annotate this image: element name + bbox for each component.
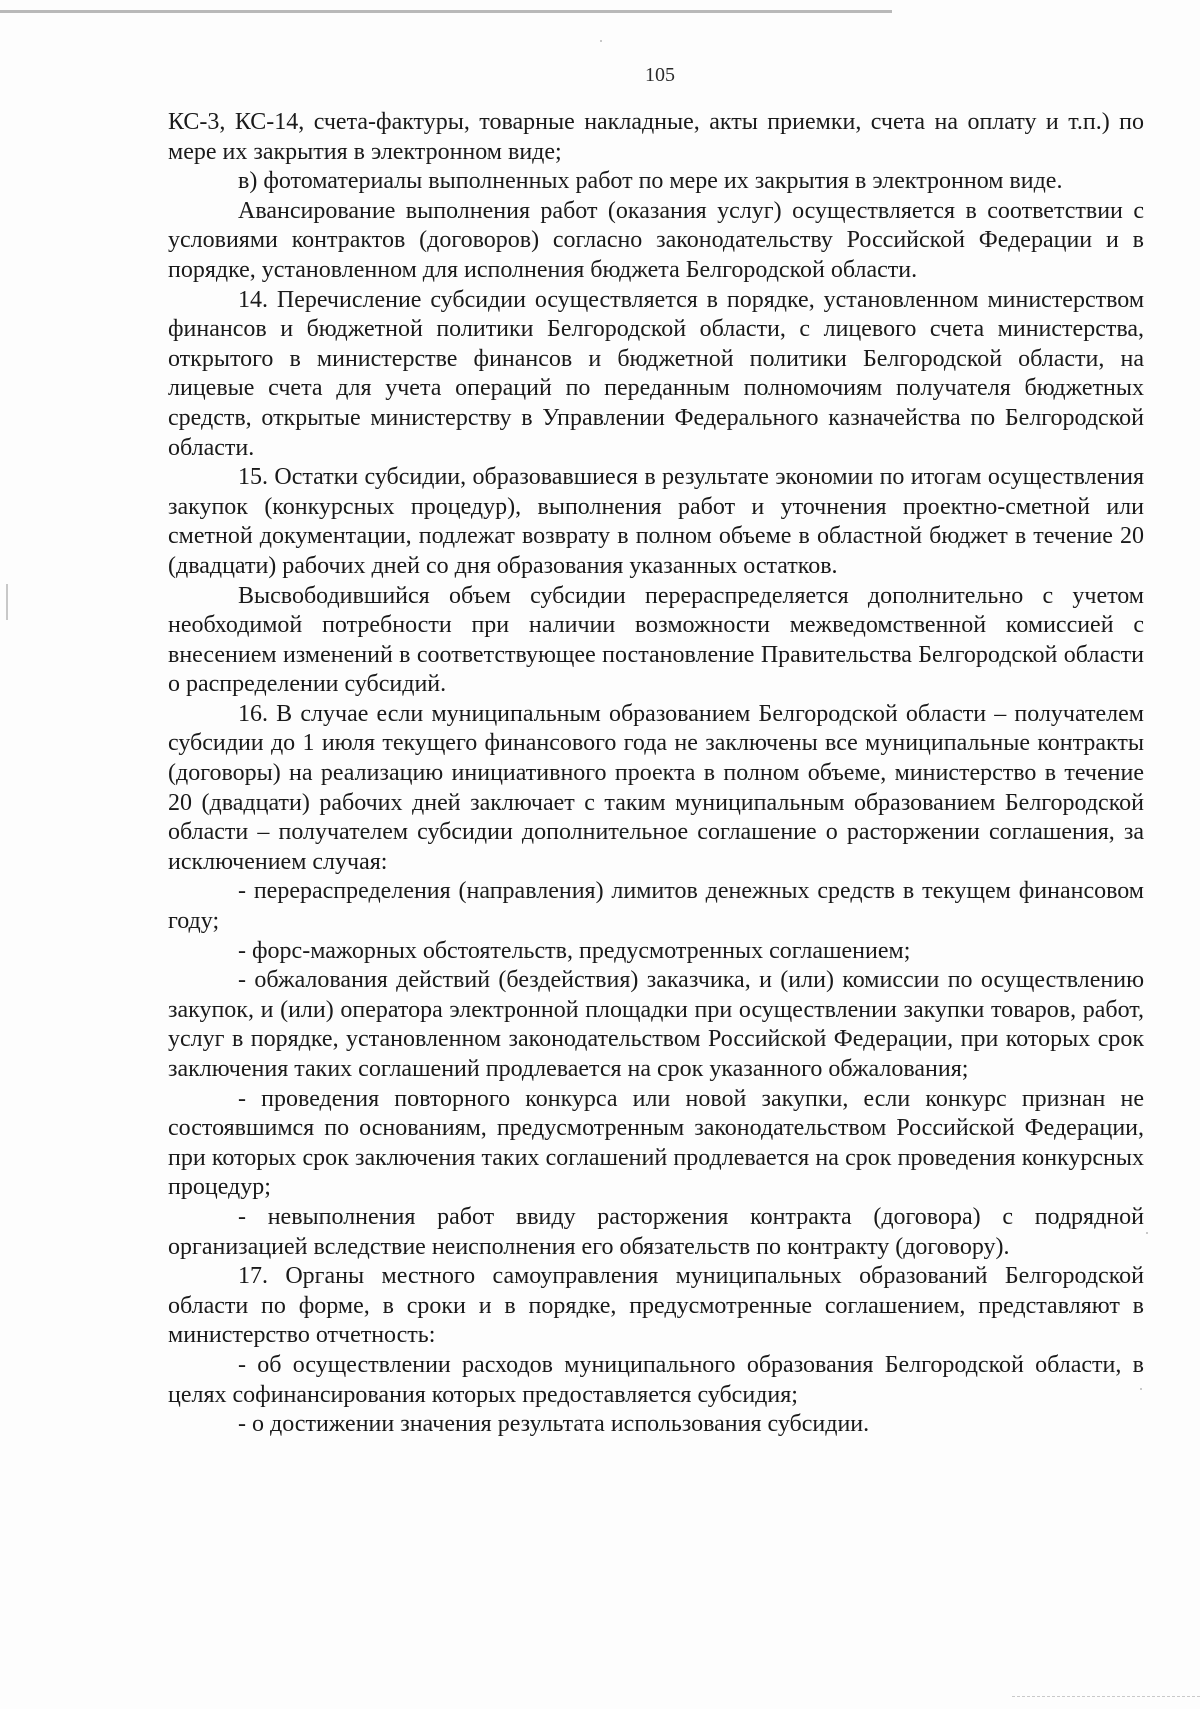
scan-speck bbox=[1140, 1388, 1142, 1390]
list-item-non-performance: - невыполнения работ ввиду расторжения контракта (договора) с подрядной организацией вследствие неисполнения его обязательств по контракту (договору). bbox=[168, 1203, 1144, 1260]
scan-speck bbox=[6, 584, 8, 620]
paragraph-item-v: в) фотоматериалы выполненных работ по мере их закрытия в электронном виде. bbox=[238, 168, 1063, 195]
paragraph-16: 16. В случае если муниципальным образованием Белгородской области – получателем субсидии до 1 июля текущего финансового года не заключены все муниципальные контракты (договоры) на реализацию инициативного проекта в полном объеме, министерство в течение 20 (двадцати) рабочих дней заключает с таким муниципальным образованием Белгородской области – получателем субсидии дополнительное соглашение о расторжении соглашения, за исключением случая: bbox=[168, 700, 1144, 875]
list-item-repeat-tender: - проведения повторного конкурса или новой закупки, если конкурс признан не состоявшимся по основаниям, предусмотренным законодательством Российской Федерации, при которых срок заключения таких соглашений продлевается на срок проведения конкурсных процедур; bbox=[168, 1085, 1144, 1201]
list-item-redistribution-limits: - перераспределения (направления) лимитов денежных средств в текущем финансовом году; bbox=[168, 878, 1144, 935]
paragraph-17: 17. Органы местного самоуправления муниципальных образований Белгородской области по форме, в сроки и в порядке, предусмотренные соглашением, представляют в министерство отчетность: bbox=[168, 1263, 1144, 1349]
scan-speck bbox=[600, 40, 602, 42]
paragraph-advance-payment: Авансирование выполнения работ (оказания услуг) осуществляется в соответствии с условиями контрактов (договоров) согласно законодательству Российской Федерации и в порядке, установленном для исполнения бюджета Белгородской области. bbox=[168, 197, 1144, 283]
paragraph-15: 15. Остатки субсидии, образовавшиеся в результате экономии по итогам осуществления закупок (конкурсных процедур), выполнения работ и уточнения проектно-сметной или сметной документации, подлежат возврату в полном объеме в областной бюджет в течение 20 (двадцати) рабочих дней со дня образования указанных остатков. bbox=[168, 464, 1144, 579]
list-item-force-majeure: - форс-мажорных обстоятельств, предусмотренных соглашением; bbox=[238, 937, 911, 964]
paragraph-continuation: КС-3, КС-14, счета-фактуры, товарные накладные, акты приемки, счета на оплату и т.п.) по мере их закрытия в электронном виде; bbox=[168, 109, 1144, 165]
page-number: 105 bbox=[645, 64, 675, 86]
scan-edge-dash bbox=[1012, 1696, 1200, 1698]
list-item-appeal: - обжалования действий (бездействия) заказчика, и (или) комиссии по осуществлению закупок, и (или) оператора электронной площадки при осуществлении закупки товаров, работ, услуг в порядке, установленном законодательством Российской Федерации, при которых срок заключения таких соглашений продлевается на срок указанного обжалования; bbox=[168, 967, 1144, 1082]
paragraph-redistribution: Высвободившийся объем субсидии перераспределяется дополнительно с учетом необходимой потребности при наличии возможности межведомственной комиссией с внесением изменений в соответствующее постановление Правительства Белгородской области о распределении субсидий. bbox=[168, 582, 1144, 698]
scan-edge-line bbox=[0, 10, 892, 13]
document-body bbox=[168, 108, 1144, 1440]
list-item-expenses-report: - об осуществлении расходов муниципального образования Белгородской области, в целях софинансирования которых предоставляется субсидия; bbox=[168, 1351, 1144, 1408]
list-item-result-report: - о достижении значения результата использования субсидии. bbox=[238, 1411, 870, 1438]
scan-speck bbox=[1146, 1232, 1148, 1234]
paragraph-14: 14. Перечисление субсидии осуществляется в порядке, установленном министерством финансов и бюджетной политики Белгородской области, с лицевого счета министерства, открытого в министерстве финансов и бюджетной политики Белгородской области, на лицевые счета для учета операций по переданным полномочиям получателя бюджетных средств, открытые министерству в Управлении Федерального казначейства по Белгородской области. bbox=[168, 286, 1144, 461]
